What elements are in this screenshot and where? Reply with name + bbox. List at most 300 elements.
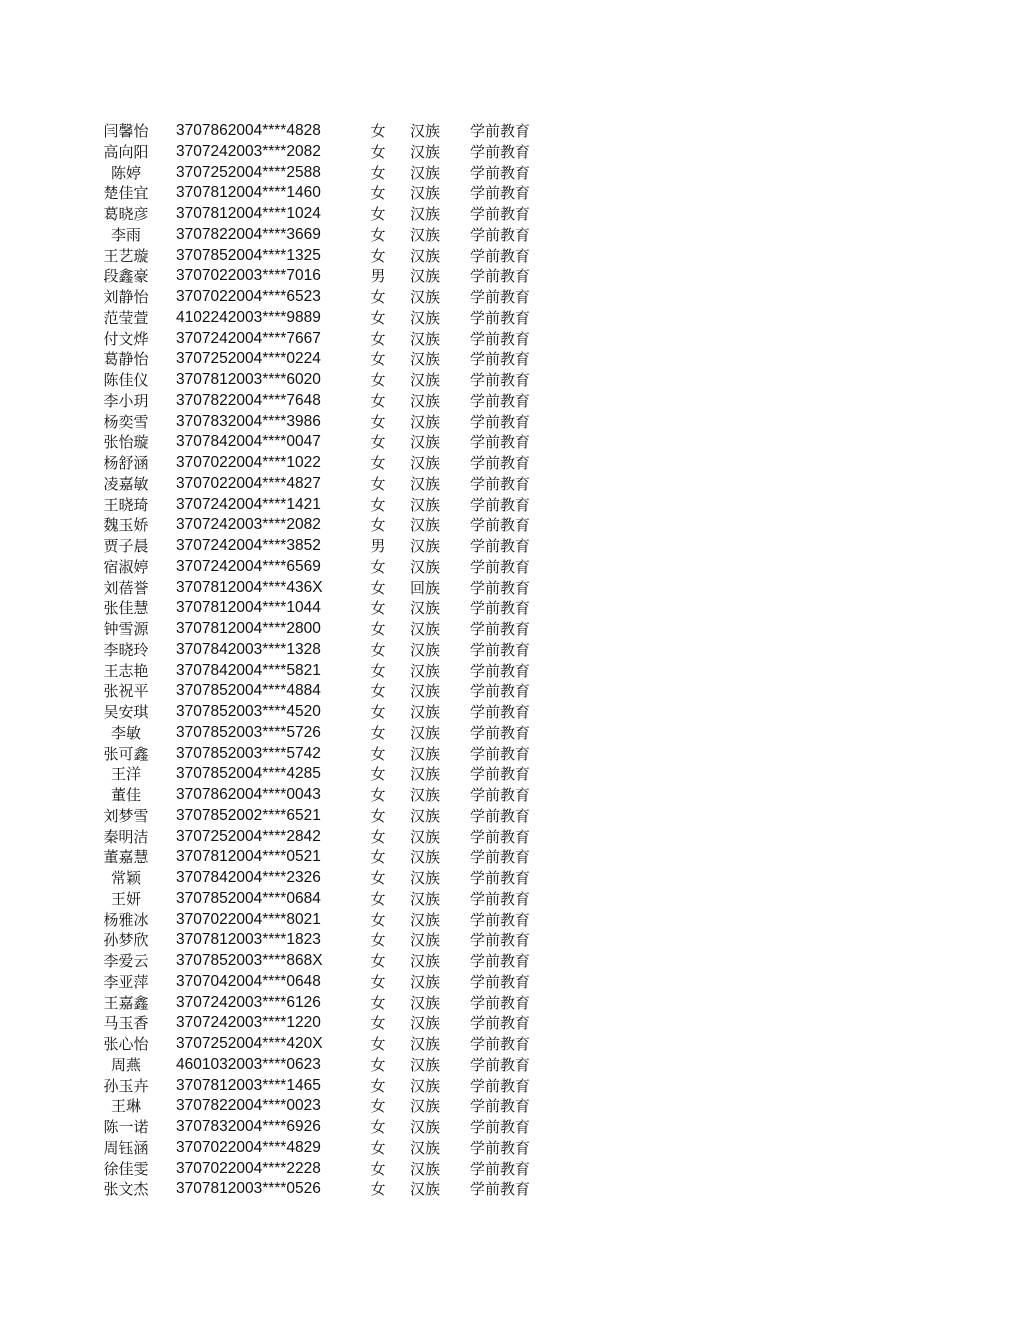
student-gender: 女 — [370, 1055, 386, 1074]
student-id-number: 3707252004****0224 — [176, 350, 321, 368]
student-ethnicity: 汉族 — [410, 1097, 441, 1116]
table-row — [0, 515, 1024, 536]
student-ethnicity: 汉族 — [410, 1035, 441, 1053]
student-major: 学前教育 — [470, 495, 531, 514]
student-name: 李小玥 — [103, 391, 149, 410]
student-id-number: 3707832004****6926 — [176, 1118, 321, 1135]
student-ethnicity: 汉族 — [410, 308, 441, 327]
student-ethnicity: 汉族 — [410, 723, 441, 742]
student-ethnicity: 汉族 — [410, 412, 441, 431]
student-gender: 女 — [370, 495, 386, 514]
student-major: 学前教育 — [470, 1097, 531, 1116]
table-row — [0, 827, 1024, 848]
table-row — [0, 287, 1024, 308]
student-name: 宿淑婷 — [103, 557, 149, 576]
table-row — [0, 225, 1024, 246]
student-id-number: 3707242004****1421 — [176, 495, 321, 513]
student-gender: 女 — [370, 578, 386, 597]
student-name: 刘梦雪 — [103, 806, 149, 825]
student-name: 陈一诺 — [103, 1118, 149, 1136]
student-ethnicity: 汉族 — [410, 931, 441, 950]
student-name: 陈佳仪 — [103, 371, 149, 389]
table-row — [0, 723, 1024, 744]
student-gender: 女 — [370, 765, 386, 784]
student-id-number: 3707022003****7016 — [176, 267, 321, 285]
student-major: 学前教育 — [470, 412, 531, 431]
student-name: 李雨 — [110, 225, 141, 244]
table-row — [0, 806, 1024, 827]
student-major: 学前教育 — [470, 267, 531, 286]
student-gender: 女 — [370, 952, 386, 970]
student-major: 学前教育 — [470, 578, 531, 597]
student-name: 贾子晨 — [103, 537, 149, 555]
student-gender: 女 — [370, 433, 386, 452]
student-id-number: 4102242003****9889 — [176, 308, 321, 326]
student-gender: 女 — [370, 557, 386, 576]
student-ethnicity: 汉族 — [410, 1159, 441, 1178]
student-gender: 女 — [370, 682, 386, 701]
student-id-number: 3707022004****4829 — [176, 1138, 321, 1156]
student-major: 学前教育 — [470, 786, 531, 804]
student-major: 学前教育 — [470, 848, 531, 867]
student-ethnicity: 汉族 — [410, 371, 441, 389]
student-gender: 女 — [370, 122, 386, 140]
student-gender: 女 — [370, 350, 386, 369]
table-row — [0, 681, 1024, 702]
student-gender: 女 — [370, 142, 386, 161]
student-name: 范莹萱 — [103, 308, 149, 327]
table-row — [0, 785, 1024, 806]
student-name: 秦明洁 — [103, 827, 149, 846]
student-name: 楚佳宜 — [103, 184, 149, 203]
student-ethnicity: 回族 — [410, 578, 441, 597]
table-row — [0, 889, 1024, 910]
student-name: 高向阳 — [103, 142, 149, 161]
student-id-number: 3707842004****2326 — [176, 869, 321, 886]
table-row — [0, 1013, 1024, 1034]
student-ethnicity: 汉族 — [410, 869, 441, 887]
student-major: 学前教育 — [470, 308, 531, 327]
student-id-number: 3707842003****1328 — [176, 640, 321, 658]
student-name: 马玉香 — [103, 1014, 149, 1033]
table-row — [0, 1096, 1024, 1117]
table-row — [0, 163, 1024, 184]
student-id-number: 3707852003****4520 — [176, 703, 321, 720]
student-ethnicity: 汉族 — [410, 972, 441, 991]
table-row — [0, 1159, 1024, 1180]
table-row — [0, 121, 1024, 142]
student-gender: 女 — [370, 288, 386, 306]
table-row — [0, 847, 1024, 868]
student-gender: 女 — [370, 205, 386, 223]
student-id-number: 3707022004****4827 — [176, 474, 321, 492]
student-name: 王晓琦 — [103, 495, 149, 514]
student-major: 学前教育 — [470, 1118, 531, 1136]
student-ethnicity: 汉族 — [410, 391, 441, 410]
student-id-number: 3707812004****436X — [176, 578, 323, 596]
table-row — [0, 661, 1024, 682]
student-major: 学前教育 — [470, 1159, 531, 1178]
student-gender: 女 — [370, 723, 386, 742]
table-row — [0, 578, 1024, 599]
student-id-number: 3707852004****1325 — [176, 246, 321, 264]
student-roster — [0, 121, 1024, 1200]
student-ethnicity: 汉族 — [410, 1118, 441, 1136]
table-row — [0, 951, 1024, 972]
student-id-number: 3707852003****5742 — [176, 744, 321, 762]
student-name: 李亚萍 — [103, 972, 149, 991]
student-id-number: 3707842004****0047 — [176, 433, 321, 451]
student-major: 学前教育 — [470, 1076, 531, 1095]
student-ethnicity: 汉族 — [410, 454, 441, 472]
student-major: 学前教育 — [470, 765, 531, 784]
student-major: 学前教育 — [470, 972, 531, 991]
student-name: 葛晓彦 — [103, 205, 149, 223]
student-gender: 女 — [370, 1159, 386, 1178]
student-id-number: 3707852003****868X — [176, 952, 323, 969]
student-id-number: 3707852003****5726 — [176, 723, 321, 741]
student-ethnicity: 汉族 — [410, 205, 441, 223]
student-ethnicity: 汉族 — [410, 122, 441, 140]
student-gender: 女 — [370, 1118, 386, 1136]
student-name: 李敏 — [110, 723, 141, 742]
student-gender: 女 — [370, 1076, 386, 1095]
student-id-number: 3707832004****3986 — [176, 412, 321, 430]
student-major: 学前教育 — [470, 703, 531, 721]
student-major: 学前教育 — [470, 806, 531, 825]
student-name: 杨雅冰 — [103, 910, 149, 929]
student-major: 学前教育 — [470, 454, 531, 472]
table-row — [0, 1179, 1024, 1200]
student-id-number: 3707022004****2228 — [176, 1159, 321, 1177]
student-name: 李晓玲 — [103, 640, 149, 659]
student-gender: 女 — [370, 1097, 386, 1116]
student-major: 学前教育 — [470, 661, 531, 680]
student-name: 徐佳雯 — [103, 1159, 149, 1178]
student-id-number: 3707242004****6569 — [176, 557, 321, 575]
student-id-number: 3707852004****0684 — [176, 889, 321, 907]
student-gender: 女 — [370, 516, 386, 535]
student-id-number: 3707812003****1823 — [176, 931, 321, 949]
table-row — [0, 246, 1024, 267]
student-ethnicity: 汉族 — [410, 889, 441, 908]
student-ethnicity: 汉族 — [410, 142, 441, 161]
student-gender: 女 — [370, 786, 386, 804]
student-id-number: 3707812004****1024 — [176, 205, 321, 222]
student-gender: 女 — [370, 931, 386, 950]
student-gender: 女 — [370, 1035, 386, 1053]
student-id-number: 3707242003****6126 — [176, 993, 321, 1011]
student-id-number: 3707022004****8021 — [176, 910, 321, 928]
student-gender: 女 — [370, 308, 386, 327]
student-major: 学前教育 — [470, 723, 531, 742]
student-ethnicity: 汉族 — [410, 1180, 441, 1199]
table-row — [0, 993, 1024, 1014]
student-name: 常颖 — [110, 869, 141, 887]
student-id-number: 3707242003****2082 — [176, 142, 321, 160]
student-name: 葛静怡 — [103, 350, 149, 369]
student-gender: 女 — [370, 993, 386, 1012]
table-row — [0, 329, 1024, 350]
student-gender: 男 — [370, 267, 386, 286]
student-name: 王琳 — [110, 1097, 141, 1116]
student-ethnicity: 汉族 — [410, 163, 441, 182]
student-major: 学前教育 — [470, 163, 531, 182]
student-name: 周钰涵 — [103, 1138, 149, 1157]
student-name: 张祝平 — [103, 682, 149, 701]
student-gender: 女 — [370, 1180, 386, 1199]
table-row — [0, 598, 1024, 619]
student-id-number: 3707822004****7648 — [176, 391, 321, 409]
student-name: 杨舒涵 — [103, 454, 149, 472]
table-row — [0, 370, 1024, 391]
student-major: 学前教育 — [470, 931, 531, 950]
student-name: 董佳 — [110, 786, 141, 804]
student-name: 段鑫豪 — [103, 267, 149, 286]
student-ethnicity: 汉族 — [410, 599, 441, 618]
student-ethnicity: 汉族 — [410, 786, 441, 804]
table-row — [0, 495, 1024, 516]
student-ethnicity: 汉族 — [410, 225, 441, 244]
student-name: 周燕 — [110, 1055, 141, 1074]
student-id-number: 3707812003****6020 — [176, 371, 321, 388]
student-gender: 女 — [370, 329, 386, 348]
student-id-number: 3707852004****4285 — [176, 765, 321, 783]
student-name: 王艺璇 — [103, 246, 149, 265]
student-major: 学前教育 — [470, 350, 531, 369]
student-id-number: 3707022004****1022 — [176, 454, 321, 471]
table-row — [0, 1076, 1024, 1097]
student-ethnicity: 汉族 — [410, 848, 441, 867]
student-major: 学前教育 — [470, 288, 531, 306]
student-ethnicity: 汉族 — [410, 350, 441, 369]
student-ethnicity: 汉族 — [410, 993, 441, 1012]
student-major: 学前教育 — [470, 744, 531, 763]
student-ethnicity: 汉族 — [410, 620, 441, 638]
student-ethnicity: 汉族 — [410, 288, 441, 306]
student-gender: 女 — [370, 848, 386, 867]
table-row — [0, 557, 1024, 578]
student-gender: 女 — [370, 391, 386, 410]
table-row — [0, 266, 1024, 287]
student-gender: 女 — [370, 1014, 386, 1033]
student-id-number: 3707812003****1465 — [176, 1076, 321, 1094]
student-ethnicity: 汉族 — [410, 1014, 441, 1033]
table-row — [0, 453, 1024, 474]
student-id-number: 3707812004****1460 — [176, 184, 321, 202]
student-name: 刘静怡 — [103, 288, 149, 306]
student-name: 孙玉卉 — [103, 1076, 149, 1095]
student-gender: 女 — [370, 620, 386, 638]
student-gender: 女 — [370, 599, 386, 618]
student-gender: 女 — [370, 371, 386, 389]
student-ethnicity: 汉族 — [410, 474, 441, 493]
table-row — [0, 910, 1024, 931]
student-id-number: 3707252004****2842 — [176, 827, 321, 845]
student-gender: 女 — [370, 744, 386, 763]
table-row — [0, 1055, 1024, 1076]
student-major: 学前教育 — [470, 827, 531, 846]
student-major: 学前教育 — [470, 225, 531, 244]
student-ethnicity: 汉族 — [410, 516, 441, 535]
student-id-number: 3707842004****5821 — [176, 661, 321, 679]
student-name: 张佳慧 — [103, 599, 149, 618]
student-ethnicity: 汉族 — [410, 661, 441, 680]
student-ethnicity: 汉族 — [410, 537, 441, 555]
student-ethnicity: 汉族 — [410, 495, 441, 514]
student-id-number: 3707822004****3669 — [176, 225, 321, 243]
student-name: 凌嘉敏 — [103, 474, 149, 493]
student-major: 学前教育 — [470, 599, 531, 618]
student-gender: 女 — [370, 869, 386, 887]
student-ethnicity: 汉族 — [410, 1138, 441, 1157]
student-id-number: 3707042004****0648 — [176, 972, 321, 990]
student-major: 学前教育 — [470, 122, 531, 140]
student-name: 刘蓓誉 — [103, 578, 149, 597]
table-row — [0, 619, 1024, 640]
student-name: 王洋 — [110, 765, 141, 784]
student-id-number: 3707812003****0526 — [176, 1180, 321, 1198]
student-ethnicity: 汉族 — [410, 765, 441, 784]
student-ethnicity: 汉族 — [410, 640, 441, 659]
student-id-number: 3707812004****1044 — [176, 599, 321, 617]
student-major: 学前教育 — [470, 1055, 531, 1074]
student-gender: 男 — [370, 537, 386, 555]
student-id-number: 3707822004****0023 — [176, 1097, 321, 1115]
table-row — [0, 391, 1024, 412]
student-gender: 女 — [370, 661, 386, 680]
student-ethnicity: 汉族 — [410, 246, 441, 265]
student-major: 学前教育 — [470, 537, 531, 555]
student-id-number: 3707242004****7667 — [176, 329, 321, 347]
student-name: 张心怡 — [103, 1035, 149, 1053]
student-major: 学前教育 — [470, 1035, 531, 1053]
student-gender: 女 — [370, 703, 386, 721]
student-gender: 女 — [370, 412, 386, 431]
student-gender: 女 — [370, 640, 386, 659]
table-row — [0, 744, 1024, 765]
table-row — [0, 764, 1024, 785]
table-row — [0, 142, 1024, 163]
table-row — [0, 930, 1024, 951]
student-ethnicity: 汉族 — [410, 329, 441, 348]
student-gender: 女 — [370, 806, 386, 825]
student-name: 张可鑫 — [103, 744, 149, 763]
student-name: 董嘉慧 — [103, 848, 149, 867]
table-row — [0, 183, 1024, 204]
student-id-number: 3707862004****4828 — [176, 122, 321, 139]
student-ethnicity: 汉族 — [410, 267, 441, 286]
student-id-number: 3707852002****6521 — [176, 806, 321, 824]
student-major: 学前教育 — [470, 1014, 531, 1033]
student-id-number: 3707242003****1220 — [176, 1014, 321, 1032]
student-gender: 女 — [370, 474, 386, 493]
student-major: 学前教育 — [470, 516, 531, 535]
table-row — [0, 1117, 1024, 1138]
table-row — [0, 432, 1024, 453]
student-name: 杨奕雪 — [103, 412, 149, 431]
student-ethnicity: 汉族 — [410, 184, 441, 203]
table-row — [0, 204, 1024, 225]
student-id-number: 3707252004****2588 — [176, 163, 321, 181]
student-name: 王妍 — [110, 889, 141, 908]
student-major: 学前教育 — [470, 952, 531, 970]
student-gender: 女 — [370, 827, 386, 846]
student-major: 学前教育 — [470, 1138, 531, 1157]
student-gender: 女 — [370, 184, 386, 203]
student-major: 学前教育 — [470, 371, 531, 389]
student-gender: 女 — [370, 454, 386, 472]
student-major: 学前教育 — [470, 620, 531, 638]
student-ethnicity: 汉族 — [410, 806, 441, 825]
student-id-number: 3707812004****0521 — [176, 848, 321, 866]
student-id-number: 3707242003****2082 — [176, 516, 321, 534]
student-name: 王志艳 — [103, 661, 149, 680]
student-gender: 女 — [370, 246, 386, 265]
student-major: 学前教育 — [470, 246, 531, 265]
student-gender: 女 — [370, 889, 386, 908]
student-name: 魏玉娇 — [103, 516, 149, 535]
student-ethnicity: 汉族 — [410, 682, 441, 701]
table-row — [0, 474, 1024, 495]
student-id-number: 3707252004****420X — [176, 1035, 323, 1052]
student-ethnicity: 汉族 — [410, 1076, 441, 1095]
student-ethnicity: 汉族 — [410, 952, 441, 970]
table-row — [0, 412, 1024, 433]
student-name: 张文杰 — [103, 1180, 149, 1199]
student-name: 吴安琪 — [103, 703, 149, 721]
student-name: 闫馨怡 — [103, 122, 149, 140]
student-ethnicity: 汉族 — [410, 557, 441, 576]
student-name: 付文烨 — [103, 329, 149, 348]
table-row — [0, 536, 1024, 557]
student-gender: 女 — [370, 910, 386, 929]
student-major: 学前教育 — [470, 184, 531, 203]
student-id-number: 3707862004****0043 — [176, 786, 321, 803]
student-gender: 女 — [370, 1138, 386, 1157]
student-major: 学前教育 — [470, 205, 531, 223]
student-name: 孙梦欣 — [103, 931, 149, 950]
student-major: 学前教育 — [470, 993, 531, 1012]
student-major: 学前教育 — [470, 329, 531, 348]
student-major: 学前教育 — [470, 910, 531, 929]
student-major: 学前教育 — [470, 557, 531, 576]
table-row — [0, 308, 1024, 329]
table-row — [0, 1138, 1024, 1159]
student-id-number: 4601032003****0623 — [176, 1055, 321, 1073]
student-major: 学前教育 — [470, 391, 531, 410]
student-name: 陈婷 — [110, 163, 141, 182]
student-name: 李爱云 — [103, 952, 149, 970]
student-gender: 女 — [370, 163, 386, 182]
table-row — [0, 640, 1024, 661]
student-ethnicity: 汉族 — [410, 703, 441, 721]
student-id-number: 3707242004****3852 — [176, 537, 321, 554]
student-name: 王嘉鑫 — [103, 993, 149, 1012]
student-major: 学前教育 — [470, 889, 531, 908]
student-gender: 女 — [370, 225, 386, 244]
student-gender: 女 — [370, 972, 386, 991]
table-row — [0, 1034, 1024, 1055]
student-id-number: 3707852004****4884 — [176, 682, 321, 700]
table-row — [0, 702, 1024, 723]
student-ethnicity: 汉族 — [410, 1055, 441, 1074]
table-row — [0, 868, 1024, 889]
student-ethnicity: 汉族 — [410, 744, 441, 763]
student-ethnicity: 汉族 — [410, 433, 441, 452]
student-ethnicity: 汉族 — [410, 910, 441, 929]
student-major: 学前教育 — [470, 682, 531, 701]
